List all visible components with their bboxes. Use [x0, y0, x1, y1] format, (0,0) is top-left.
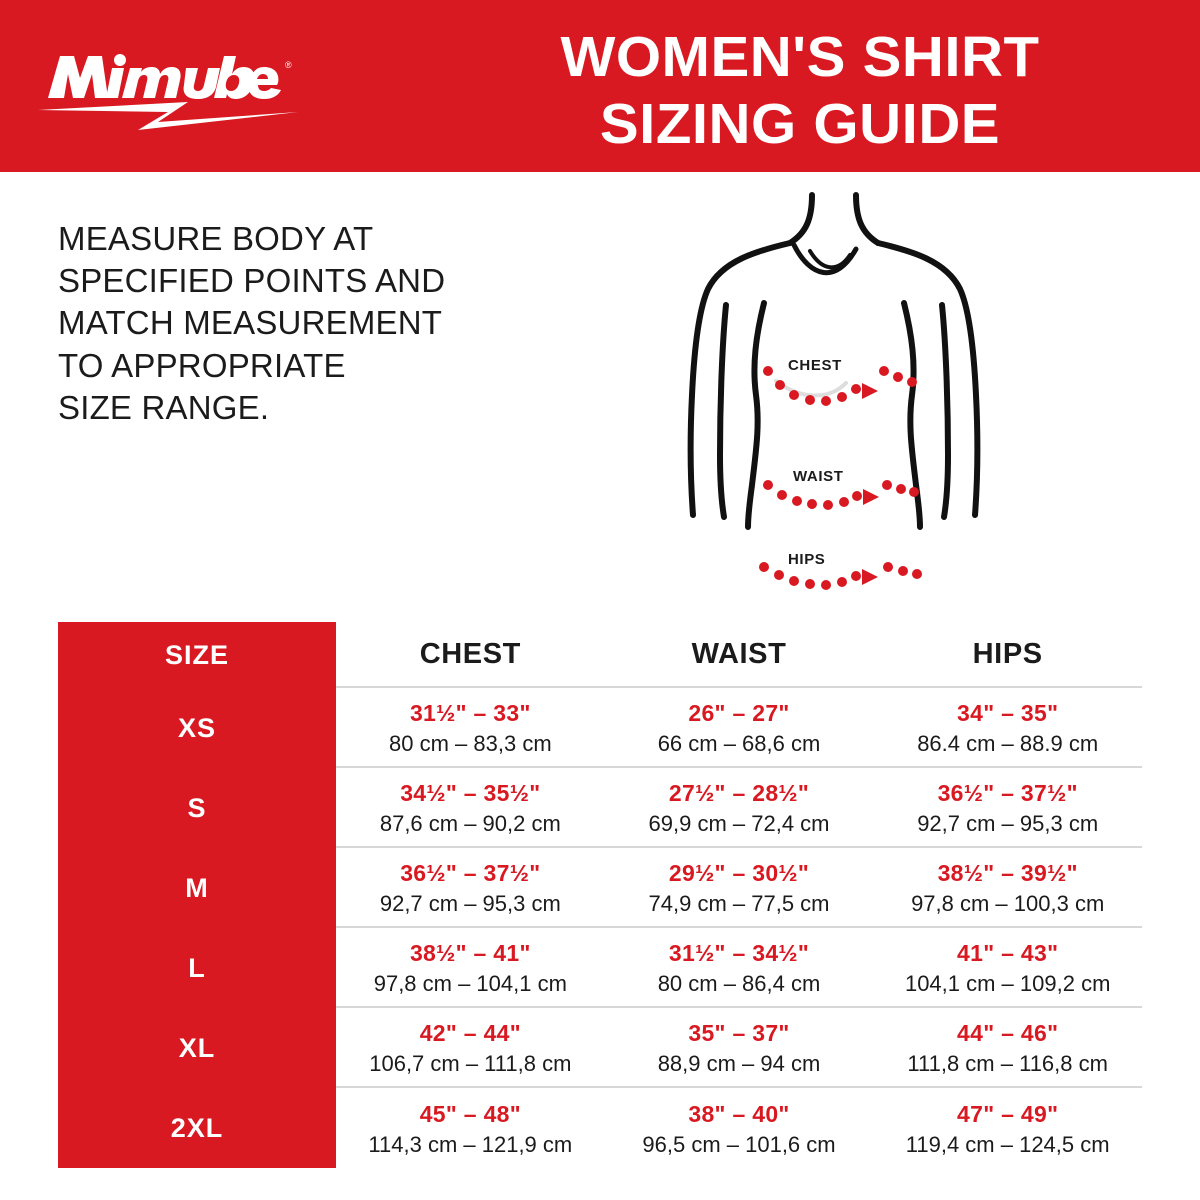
registered-mark: ® — [285, 60, 292, 70]
waist-cell — [605, 1008, 874, 1088]
size-label: 2XL — [58, 1088, 336, 1168]
waist-cm: 74,9 cm – 77,5 cm — [648, 891, 830, 917]
waist-cm: 80 cm – 86,4 cm — [657, 971, 821, 997]
chest-cm: 114,3 cm – 121,9 cm — [368, 1132, 573, 1158]
waist-cell — [605, 1088, 874, 1168]
table-row — [58, 848, 1142, 928]
milwaukee-lightning-logo — [38, 38, 298, 130]
table-row — [58, 1088, 1142, 1168]
hips-cm: 86.4 cm – 88.9 cm — [917, 731, 1099, 757]
sizing-table — [58, 622, 1142, 1168]
hips-inches: 44" – 46" — [957, 1020, 1059, 1047]
chest-cm: 97,8 cm – 104,1 cm — [373, 971, 567, 997]
hips-cm: 92,7 cm – 95,3 cm — [917, 811, 1099, 837]
table-header-row — [58, 622, 1142, 688]
instructions-text — [58, 218, 578, 429]
title-line-1: WOMEN'S SHIRT — [560, 25, 1040, 89]
chest-inches: 34½" – 35½" — [400, 780, 541, 807]
waist-inches: 29½" – 30½" — [668, 860, 810, 887]
instructions-line-5: SIZE RANGE. — [58, 388, 270, 426]
waist-inches: 35" – 37" — [688, 1020, 790, 1047]
page-title — [420, 24, 1180, 159]
hips-inches: 38½" – 39½" — [937, 860, 1078, 887]
chest-cell — [336, 768, 605, 848]
instructions-line-2: SPECIFIED POINTS AND — [58, 262, 446, 300]
title-line-2: SIZING GUIDE — [599, 92, 1001, 157]
instructions-line-1: MEASURE BODY AT — [58, 220, 374, 257]
size-label: S — [58, 768, 336, 848]
size-label: XL — [58, 1008, 336, 1088]
hips-cell — [873, 1088, 1142, 1168]
waist-cell — [605, 688, 874, 768]
table-header-size: SIZE — [58, 622, 336, 688]
instructions-line-3: MATCH MEASUREMENT — [58, 304, 443, 342]
size-label: L — [58, 928, 336, 1008]
table-row — [58, 1008, 1142, 1088]
hips-cm: 119,4 cm – 124,5 cm — [905, 1132, 1110, 1158]
table-row — [58, 928, 1142, 1008]
waist-inches: 27½" – 28½" — [668, 780, 810, 807]
waist-cm: 69,9 cm – 72,4 cm — [648, 811, 830, 837]
chest-cm: 80 cm – 83,3 cm — [389, 731, 552, 757]
waist-cm: 88,9 cm – 94 cm — [657, 1051, 821, 1077]
hips-cell — [873, 768, 1142, 848]
table-row — [58, 768, 1142, 848]
table-row — [58, 688, 1142, 768]
female-torso-measurement-diagram — [660, 185, 1080, 625]
hips-label: HIPS — [788, 551, 826, 568]
instructions-line-4: TO APPROPRIATE — [58, 346, 346, 384]
chest-cell — [336, 848, 605, 928]
chest-cm: 92,7 cm – 95,3 cm — [379, 891, 561, 917]
page-header — [0, 0, 1200, 172]
size-label: XS — [58, 688, 336, 768]
table-header-chest: CHEST — [336, 622, 605, 688]
hips-cell — [873, 688, 1142, 768]
chest-inches: 45" – 48" — [419, 1101, 521, 1128]
waist-inches: 38" – 40" — [688, 1101, 790, 1128]
waist-cell — [605, 928, 874, 1008]
chest-cm: 87,6 cm – 90,2 cm — [379, 811, 561, 837]
waist-cm: 96,5 cm – 101,6 cm — [642, 1132, 836, 1158]
chest-label: CHEST — [788, 357, 842, 374]
chest-inches: 31½" – 33" — [409, 700, 531, 727]
waist-label: WAIST — [793, 468, 844, 485]
table-header-hips: HIPS — [873, 622, 1142, 688]
waist-cell — [605, 768, 874, 848]
chest-cell — [336, 1008, 605, 1088]
hips-cm: 104,1 cm – 109,2 cm — [904, 971, 1111, 997]
hips-inches: 41" – 43" — [957, 940, 1059, 967]
hips-inches: 34" – 35" — [957, 700, 1059, 727]
chest-inches: 42" – 44" — [419, 1020, 521, 1047]
size-label: M — [58, 848, 336, 928]
chest-inches: 38½" – 41" — [409, 940, 531, 967]
hips-cm: 97,8 cm – 100,3 cm — [911, 891, 1105, 917]
chest-cm: 106,7 cm – 111,8 cm — [369, 1051, 572, 1077]
hips-cell — [873, 848, 1142, 928]
chest-cell — [336, 928, 605, 1008]
hips-inches: 36½" – 37½" — [937, 780, 1078, 807]
hips-cm: 111,8 cm – 116,8 cm — [907, 1051, 1108, 1077]
waist-inches: 31½" – 34½" — [668, 940, 810, 967]
chest-inches: 36½" – 37½" — [400, 860, 541, 887]
table-header-waist: WAIST — [605, 622, 874, 688]
hips-cell — [873, 928, 1142, 1008]
chest-cell — [336, 688, 605, 768]
waist-cm: 66 cm – 68,6 cm — [657, 731, 821, 757]
hips-cell — [873, 1008, 1142, 1088]
hips-inches: 47" – 49" — [957, 1101, 1059, 1128]
waist-cell — [605, 848, 874, 928]
waist-inches: 26" – 27" — [688, 700, 790, 727]
chest-cell — [336, 1088, 605, 1168]
